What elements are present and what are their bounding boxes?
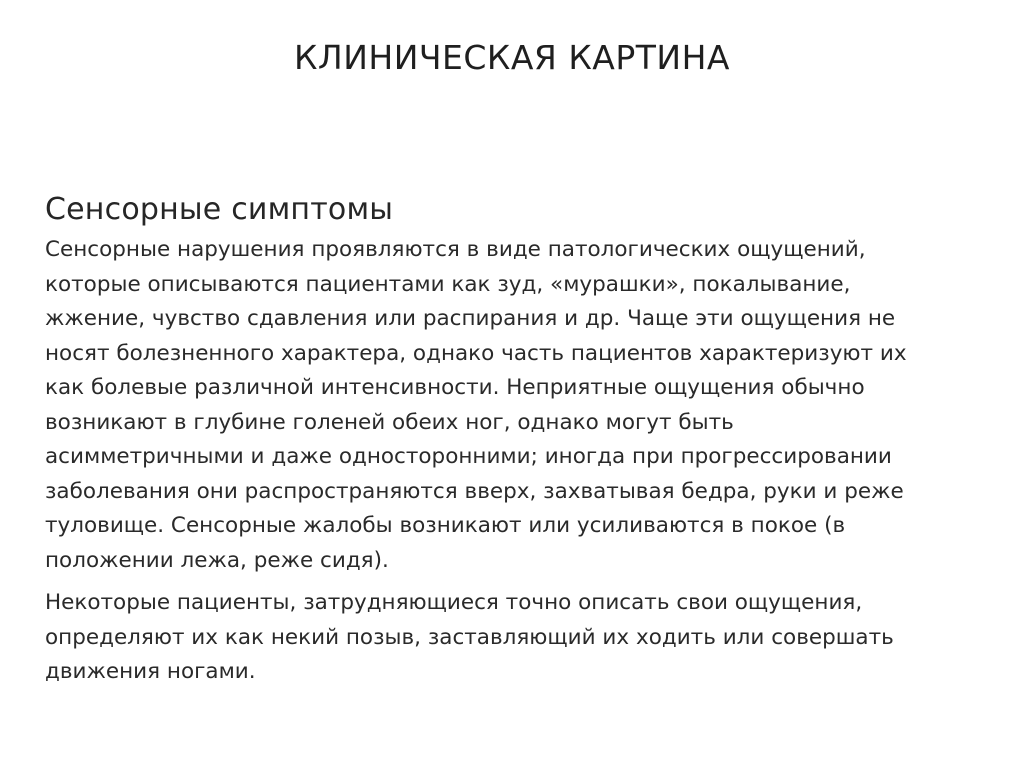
text-line: которые описываются пациентами как зуд, «мурашки», покалывание, [45, 271, 851, 297]
text-line: носят болезненного характера, однако часть пациентов характеризуют их [45, 340, 907, 366]
text-line: жжение, чувство сдавления или распирания и др. Чаще эти ощущения не [45, 306, 896, 331]
text-line: Сенсорные нарушения проявляются в виде патологических ощущений, [45, 237, 866, 262]
text-line: как болевые различной интенсивности. Неприятные ощущения обычно [45, 375, 865, 400]
text-line: туловище. Сенсорные жалобы возникают или усиливаются в покое (в [45, 513, 846, 538]
text-line: определяют их как некий позыв, заставляющий их ходить или совершать [45, 624, 894, 650]
text-line: Некоторые пациенты, затрудняющиеся точно описать свои ощущения, [45, 590, 863, 615]
text-line: асимметричными и даже односторонними; иногда при прогрессировании [45, 444, 892, 469]
paragraph-urge-description [45, 586, 990, 690]
slide-title: КЛИНИЧЕСКАЯ КАРТИНА [293, 38, 730, 77]
text-line: положении лежа, реже сидя). [45, 547, 389, 573]
paragraph-sensory-disorders [45, 233, 990, 578]
text-line: заболевания они распространяются вверх, захватывая бедра, руки и реже [45, 478, 904, 504]
text-line: возникают в глубине голеней обеих ног, однако могут быть [45, 409, 734, 435]
slide-content [45, 192, 990, 698]
text-line: движения ногами. [45, 659, 256, 684]
section-subtitle: Сенсорные симптомы [45, 192, 394, 227]
